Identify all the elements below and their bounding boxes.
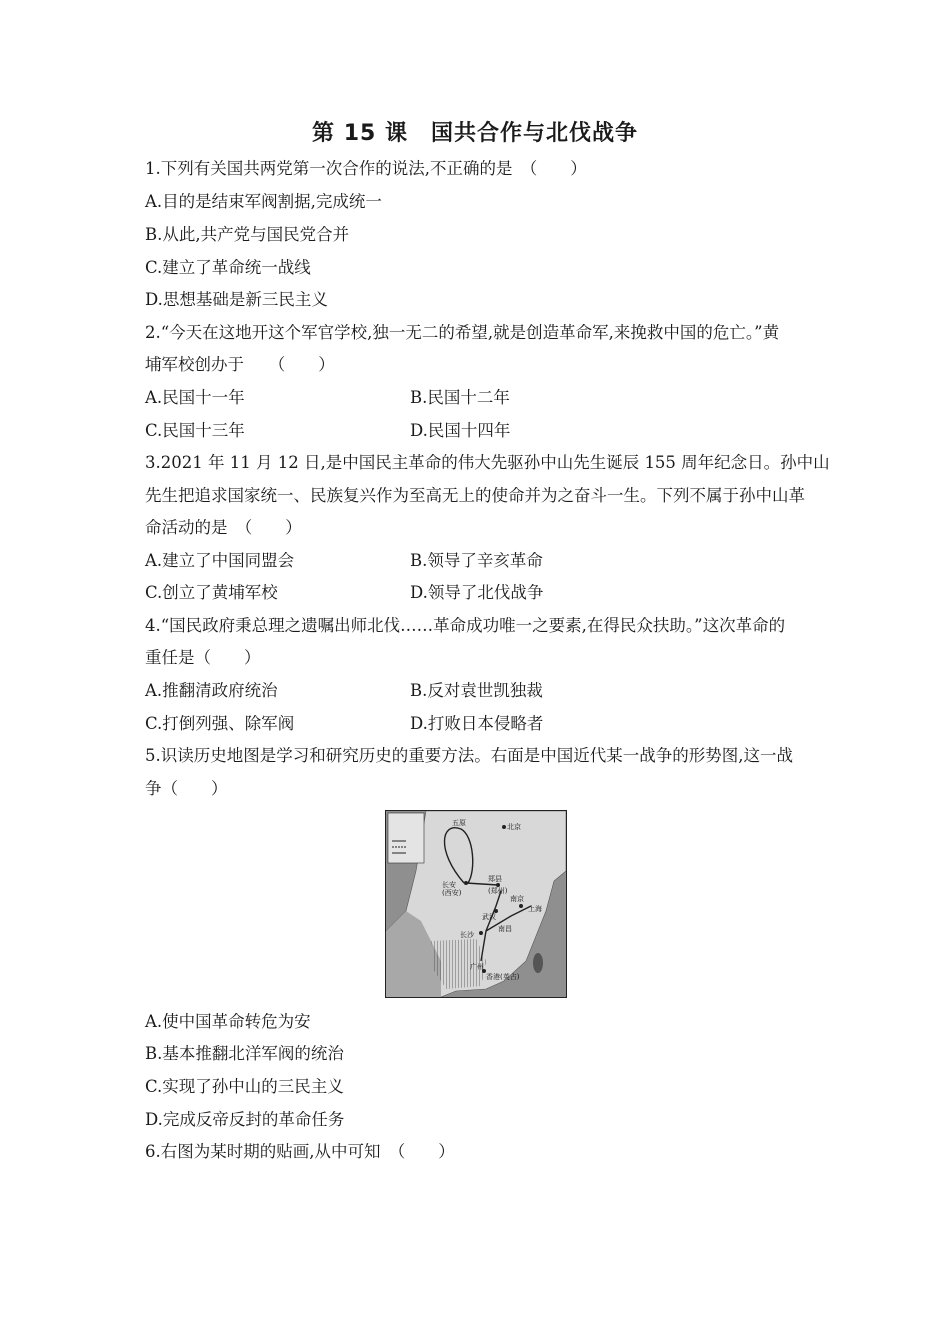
question-4-stem-line-1: 4.“国民政府秉总理之遗嘱出师北伐……革命成功唯一之要素,在得民众扶助。”这次革命的 xyxy=(145,616,786,635)
question-2-option-a: A.民国十一年 xyxy=(145,388,245,407)
question-1-option-a: A.目的是结束军阀割据,完成统一 xyxy=(145,192,382,211)
question-2-stem-line-2: 埔军校创办于 （ ） xyxy=(145,355,335,374)
question-2-stem-line-1: 2.“今天在这地开这个军官学校,独一无二的希望,就是创造革命军,来挽救中国的危亡。”黄 xyxy=(145,323,780,342)
question-2-option-c: C.民国十三年 xyxy=(145,421,245,440)
question-6-stem: 6.右图为某时期的贴画,从中可知 （ ） xyxy=(145,1142,455,1161)
question-2-option-b: B.民国十二年 xyxy=(410,388,510,407)
question-4-option-b: B.反对袁世凯独裁 xyxy=(410,681,543,700)
question-3-stem-line-2: 先生把追求国家统一、民族复兴作为至高无上的使命并为之奋斗一生。下列不属于孙中山革 xyxy=(145,486,805,505)
map-label-changan: 长安 xyxy=(442,881,456,889)
question-5-stem-line-2: 争（ ） xyxy=(145,779,228,798)
map-label-xian: (西安) xyxy=(442,889,462,897)
map-label-shanghai: 上海 xyxy=(528,905,542,913)
question-1-option-b: B.从此,共产党与国民党合并 xyxy=(145,225,350,244)
map-label-zhengxian: 郑县 xyxy=(488,875,502,883)
question-4-option-a: A.推翻清政府统治 xyxy=(145,681,278,700)
city-dot xyxy=(479,931,483,935)
map-label-nanchang: 南昌 xyxy=(498,925,512,933)
question-5-option-c: C.实现了孙中山的三民主义 xyxy=(145,1077,344,1096)
question-3-option-d: D.领导了北伐战争 xyxy=(410,583,544,602)
question-2-option-d: D.民国十四年 xyxy=(410,421,511,440)
map-label-beijing: 北京 xyxy=(507,823,521,831)
question-5-option-a: A.使中国革命转危为安 xyxy=(145,1012,311,1031)
question-5-option-b: B.基本推翻北洋军阀的统治 xyxy=(145,1044,344,1063)
map-label-wuhan: 武汉 xyxy=(482,913,496,921)
northern-expedition-map xyxy=(385,810,567,998)
legend-box xyxy=(388,813,424,863)
question-4-option-d: D.打败日本侵略者 xyxy=(410,714,544,733)
question-5-stem-line-1: 5.识读历史地图是学习和研究历史的重要方法。右面是中国近代某一战争的形势图,这一战 xyxy=(145,746,793,765)
question-1-stem: 1.下列有关国共两党第一次合作的说法,不正确的是 （ ） xyxy=(145,159,587,178)
question-1-option-d: D.思想基础是新三民主义 xyxy=(145,290,328,309)
question-5-option-d: D.完成反帝反封的革命任务 xyxy=(145,1110,345,1129)
question-3-option-b: B.领导了辛亥革命 xyxy=(410,551,543,570)
city-dot xyxy=(464,881,468,885)
map-graphic xyxy=(386,811,566,997)
question-4-stem-line-2: 重任是（ ） xyxy=(145,648,261,667)
city-dot xyxy=(519,904,523,908)
page-title: 第 15 课 国共合作与北伐战争 xyxy=(312,121,638,146)
city-dot xyxy=(502,825,506,829)
map-label-nanjing: 南京 xyxy=(510,895,524,903)
map-label-hongkong: 香港(英占) xyxy=(486,973,520,981)
question-3-stem-line-3: 命活动的是 （ ） xyxy=(145,518,302,537)
map-label-zhengzhou: (郑州) xyxy=(488,887,508,895)
map-label-changsha: 长沙 xyxy=(460,931,474,939)
question-3-option-a: A.建立了中国同盟会 xyxy=(145,551,295,570)
taiwan-island xyxy=(533,953,543,973)
question-4-option-c: C.打倒列强、除军阀 xyxy=(145,714,295,733)
question-3-stem-line-1: 3.2021 年 11 月 12 日,是中国民主革命的伟大先驱孙中山先生诞辰 155 周年纪念日。孙中山 xyxy=(145,453,830,472)
question-3-option-c: C.创立了黄埔军校 xyxy=(145,583,278,602)
map-label-guangzhou: 广州 xyxy=(470,963,484,971)
map-label-wuyuan: 五原 xyxy=(452,819,466,827)
question-1-option-c: C.建立了革命统一战线 xyxy=(145,258,311,277)
